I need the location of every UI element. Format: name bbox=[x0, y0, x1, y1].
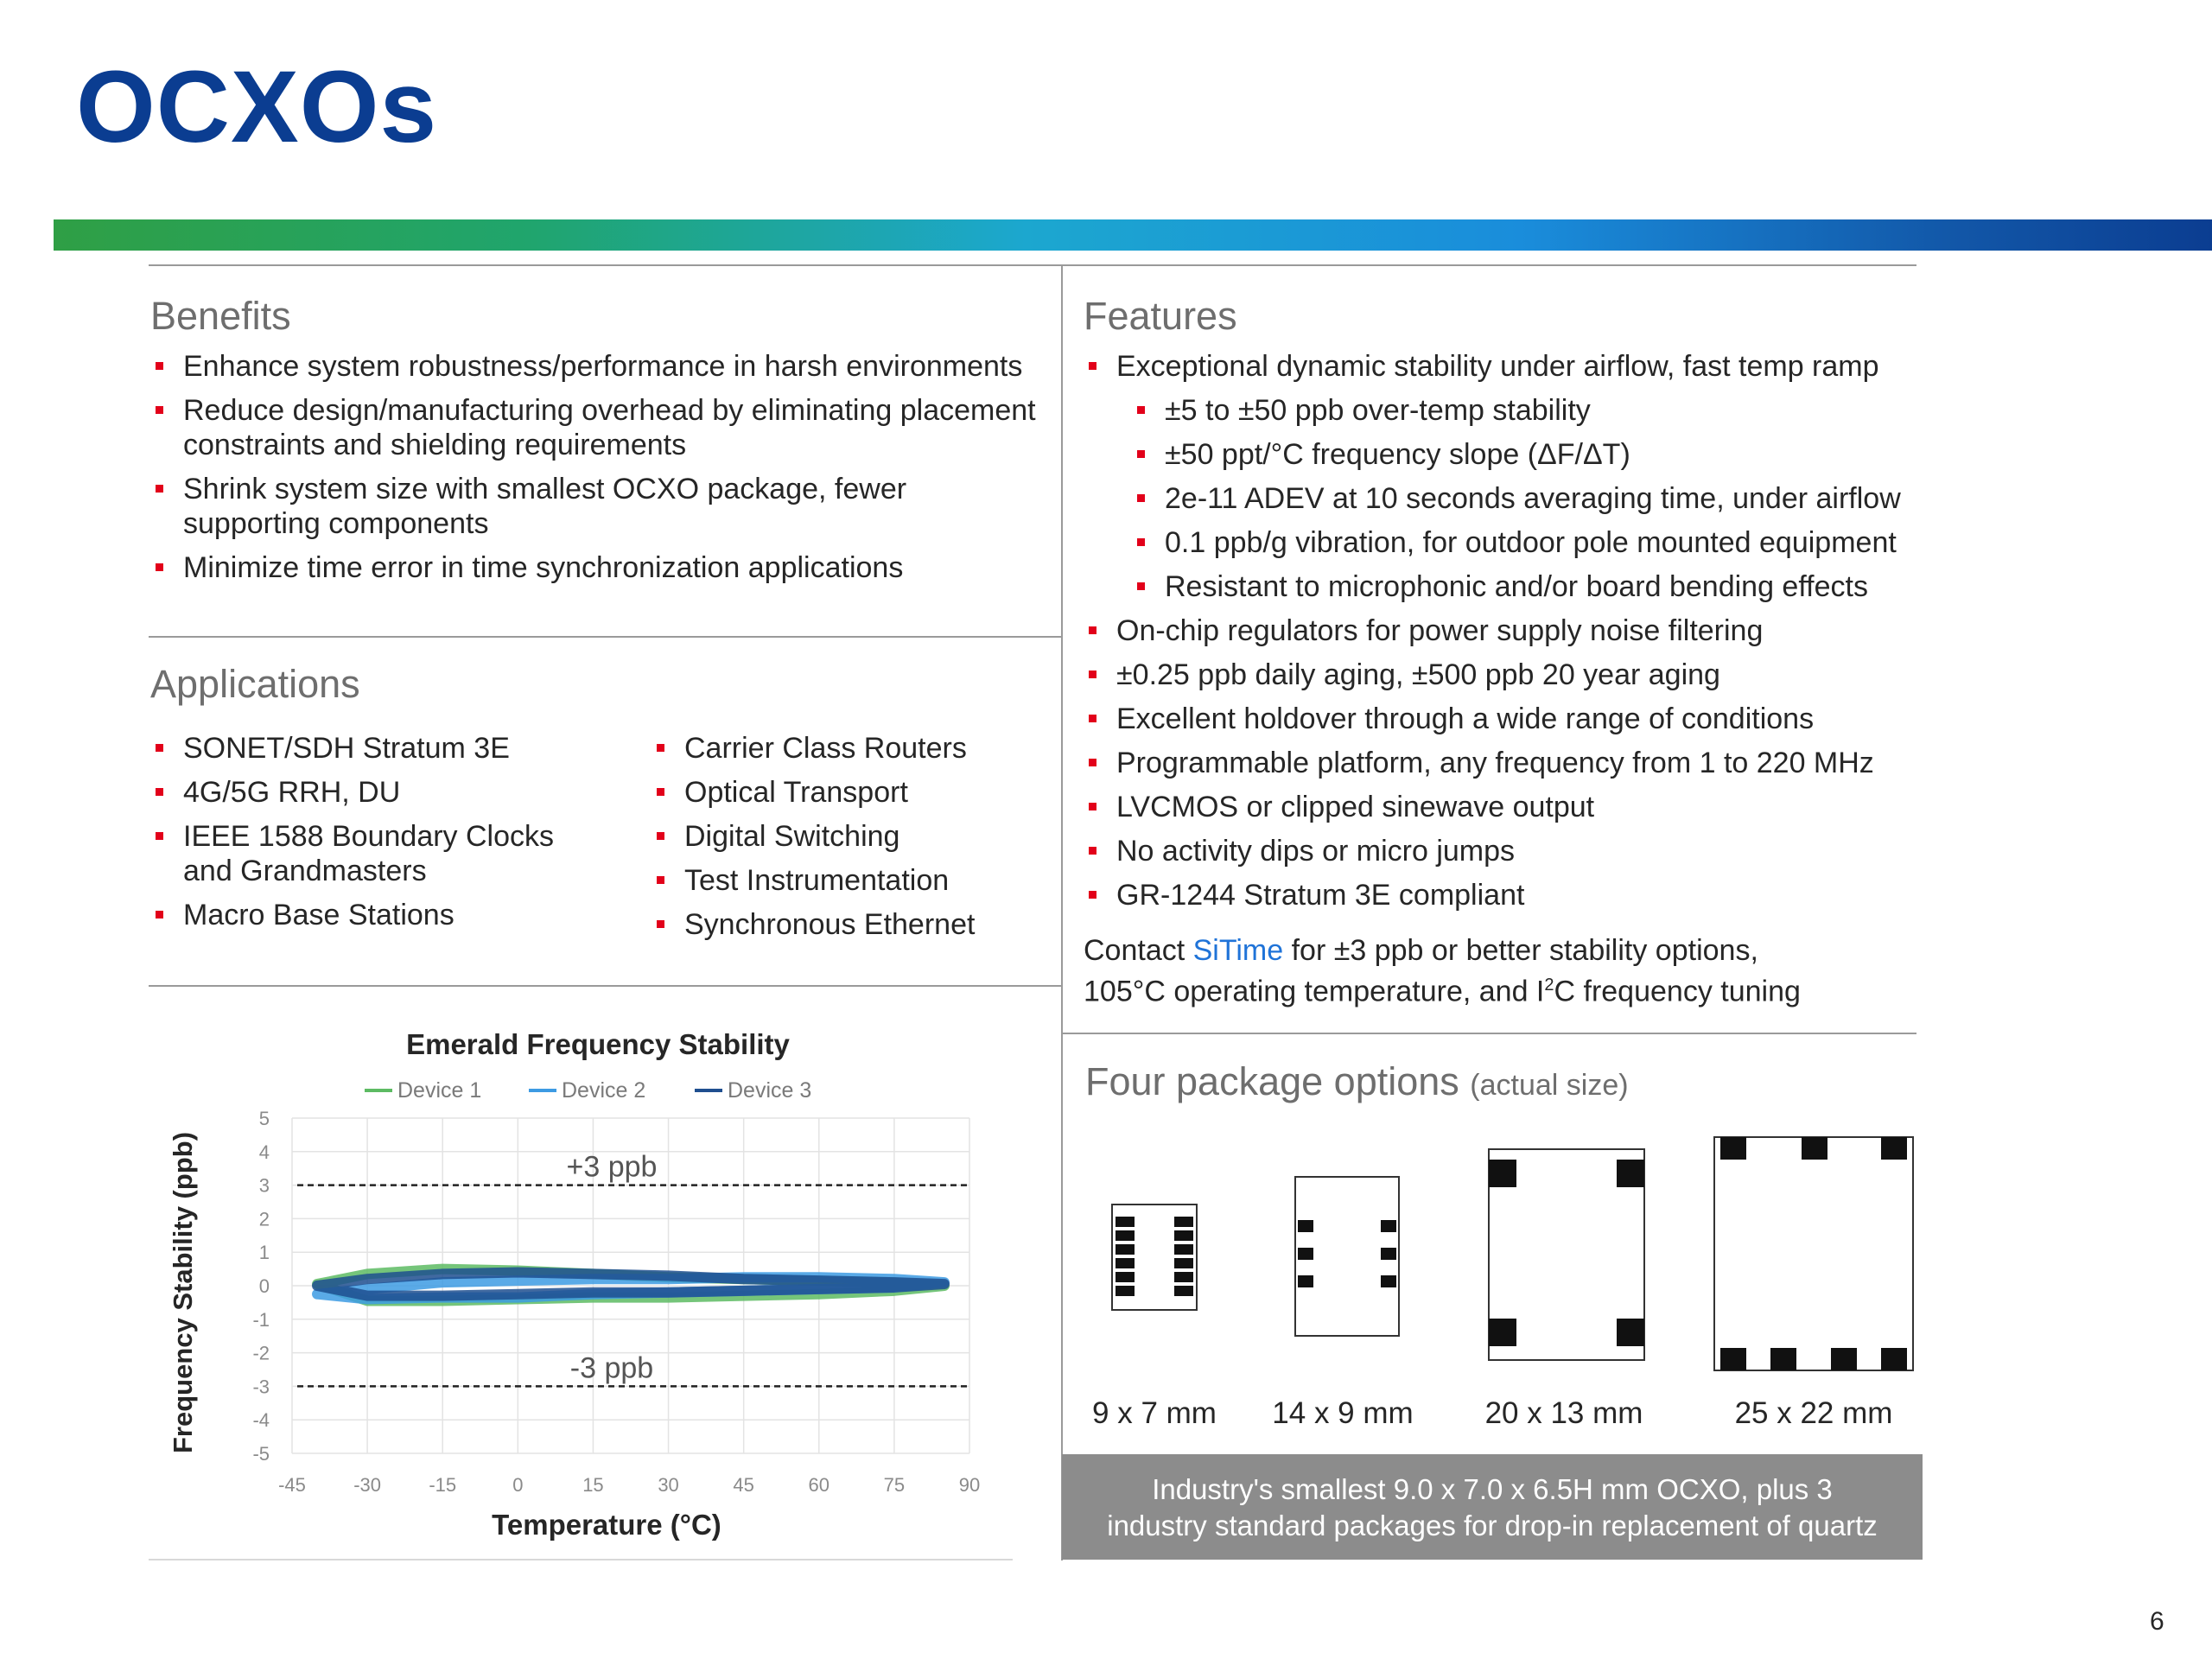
application-item-line: Digital Switching bbox=[684, 820, 900, 853]
application-item-line: Synchronous Ethernet bbox=[684, 908, 976, 941]
y-tick-label: -1 bbox=[252, 1308, 270, 1331]
application-item-line: SONET/SDH Stratum 3E bbox=[183, 732, 510, 765]
feature-item: ±0.25 ppb daily aging, ±500 ppb 20 year aging bbox=[1085, 658, 1915, 692]
benefit-item bbox=[152, 472, 1059, 541]
application-item-line: 4G/5G RRH, DU bbox=[183, 776, 401, 809]
feature-item: LVCMOS or clipped sinewave output bbox=[1085, 790, 1915, 824]
application-item bbox=[152, 775, 636, 810]
x-tick-label: -15 bbox=[429, 1474, 457, 1496]
feature-subitem: ±5 to ±50 ppb over-temp stability bbox=[1134, 393, 1915, 428]
benefits-divider bbox=[149, 636, 1061, 638]
y-tick-label: 5 bbox=[258, 1108, 270, 1129]
benefit-item-line: Reduce design/manufacturing overhead by eliminating placement bbox=[183, 394, 1036, 427]
benefit-item-line: Minimize time error in time synchronization applications bbox=[183, 551, 904, 584]
y-tick-label: 2 bbox=[258, 1208, 270, 1230]
reference-label: -3 ppb bbox=[569, 1351, 654, 1385]
application-item bbox=[152, 819, 636, 888]
applications-list-left bbox=[152, 731, 636, 942]
legend-label: Device 1 bbox=[397, 1078, 482, 1103]
feature-subitem: 0.1 ppb/g vibration, for outdoor pole mounted equipment bbox=[1134, 525, 1915, 560]
applications-divider bbox=[149, 985, 1061, 987]
applications-list-right bbox=[653, 731, 1051, 951]
packages-heading: Four package options (actual size) bbox=[1085, 1059, 1629, 1103]
frequency-stability-chart bbox=[149, 1016, 1013, 1560]
package-20x13-icon bbox=[1489, 1149, 1644, 1360]
application-item-line: IEEE 1588 Boundary Clocks bbox=[183, 820, 555, 853]
package-14x9-icon bbox=[1295, 1177, 1399, 1336]
page-title: OCXOs bbox=[76, 50, 438, 164]
x-tick-label: 90 bbox=[958, 1474, 981, 1496]
feature-item: No activity dips or micro jumps bbox=[1085, 834, 1915, 868]
chart-title: Emerald Frequency Stability bbox=[406, 1028, 790, 1060]
benefit-item-line: Enhance system robustness/performance in harsh environments bbox=[183, 350, 1023, 383]
top-divider bbox=[149, 264, 1916, 266]
applications-heading: Applications bbox=[150, 662, 360, 706]
package-label-9x7: 9 x 7 mm bbox=[1092, 1396, 1217, 1430]
package-caption-line-2: industry standard packages for drop-in replacement of quartz bbox=[1107, 1510, 1878, 1541]
x-tick-label: 75 bbox=[883, 1474, 906, 1496]
package-label-25x22: 25 x 22 mm bbox=[1734, 1396, 1893, 1430]
y-tick-label: 0 bbox=[258, 1275, 270, 1297]
sitime-link[interactable]: SiTime bbox=[1192, 934, 1284, 967]
feature-item: On-chip regulators for power supply noise filtering bbox=[1085, 613, 1915, 648]
contact-line-2: 105°C operating temperature, and $I^2C$ frequency tuning bbox=[1084, 975, 1801, 1008]
feature-item: Exceptional dynamic stability under airflow, fast temp ramp bbox=[1085, 349, 1915, 384]
application-item bbox=[653, 731, 1051, 766]
feature-subitem: Resistant to microphonic and/or board bending effects bbox=[1134, 569, 1915, 604]
x-tick-label: 45 bbox=[733, 1474, 754, 1496]
y-tick-label: 3 bbox=[258, 1174, 270, 1197]
package-drawings bbox=[1062, 1123, 1926, 1382]
chart-svg bbox=[149, 1016, 1013, 1560]
y-axis-label: Frequency Stability (ppb) bbox=[168, 1131, 198, 1454]
y-tick-label: -4 bbox=[252, 1409, 270, 1432]
application-item bbox=[653, 819, 1051, 854]
x-tick-label: -45 bbox=[278, 1474, 306, 1496]
package-caption-box bbox=[1062, 1454, 1923, 1560]
header-gradient-bar bbox=[54, 219, 2212, 251]
legend-label: Device 2 bbox=[562, 1078, 646, 1103]
application-item-line: and Grandmasters bbox=[183, 855, 427, 887]
contact-note bbox=[1084, 933, 1801, 1008]
package-label-14x9: 14 x 9 mm bbox=[1272, 1396, 1414, 1430]
application-item bbox=[653, 775, 1051, 810]
x-axis-label: Temperature (°C) bbox=[492, 1509, 721, 1541]
benefits-heading: Benefits bbox=[150, 294, 291, 338]
x-tick-label: 0 bbox=[512, 1474, 524, 1496]
y-tick-label: -3 bbox=[252, 1376, 270, 1398]
benefit-item-line: constraints and shielding requirements bbox=[183, 429, 687, 461]
application-item-line: Optical Transport bbox=[684, 776, 908, 809]
package-9x7-icon bbox=[1112, 1205, 1197, 1310]
application-item bbox=[653, 907, 1051, 942]
benefit-item-line: supporting components bbox=[183, 507, 489, 540]
package-label-20x13: 20 x 13 mm bbox=[1484, 1396, 1643, 1430]
package-25x22-icon bbox=[1714, 1137, 1913, 1370]
page-number: 6 bbox=[2150, 1607, 2164, 1636]
x-tick-label: -30 bbox=[353, 1474, 382, 1496]
legend-label: Device 3 bbox=[728, 1078, 812, 1103]
x-tick-label: 60 bbox=[808, 1474, 830, 1496]
application-item bbox=[152, 898, 636, 932]
benefit-item bbox=[152, 550, 1059, 585]
application-item-line: Macro Base Stations bbox=[183, 899, 454, 931]
features-heading: Features bbox=[1084, 294, 1237, 338]
x-tick-label: 15 bbox=[582, 1474, 604, 1496]
benefit-item bbox=[152, 349, 1059, 384]
feature-subitem: 2e-11 ADEV at 10 seconds averaging time, under airflow bbox=[1134, 481, 1915, 516]
benefit-item bbox=[152, 393, 1059, 462]
feature-item: GR-1244 Stratum 3E compliant bbox=[1085, 878, 1915, 912]
application-item bbox=[152, 731, 636, 766]
contact-line-1: Contact SiTime for ±3 ppb or better stability options, bbox=[1084, 934, 1758, 967]
features-list bbox=[1085, 349, 1915, 922]
feature-item: Excellent holdover through a wide range of conditions bbox=[1085, 702, 1915, 736]
y-tick-label: -2 bbox=[252, 1342, 270, 1364]
application-item bbox=[653, 863, 1051, 898]
benefits-list bbox=[152, 349, 1059, 594]
feature-item: Programmable platform, any frequency from 1 to 220 MHz bbox=[1085, 746, 1915, 780]
y-tick-label: 1 bbox=[258, 1242, 270, 1264]
y-tick-label: 4 bbox=[258, 1141, 270, 1163]
features-divider bbox=[1063, 1033, 1916, 1034]
y-tick-label: -5 bbox=[252, 1443, 270, 1465]
benefit-item-line: Shrink system size with smallest OCXO package, fewer bbox=[183, 473, 907, 505]
reference-label: +3 ppb bbox=[566, 1150, 658, 1184]
application-item-line: Carrier Class Routers bbox=[684, 732, 967, 765]
package-caption-line-1: Industry's smallest 9.0 x 7.0 x 6.5H mm OCXO, plus 3 bbox=[1152, 1473, 1833, 1505]
x-tick-label: 30 bbox=[658, 1474, 679, 1496]
feature-subitem: ±50 ppt/°C frequency slope (ΔF/ΔT) bbox=[1134, 437, 1915, 472]
application-item-line: Test Instrumentation bbox=[684, 864, 950, 897]
